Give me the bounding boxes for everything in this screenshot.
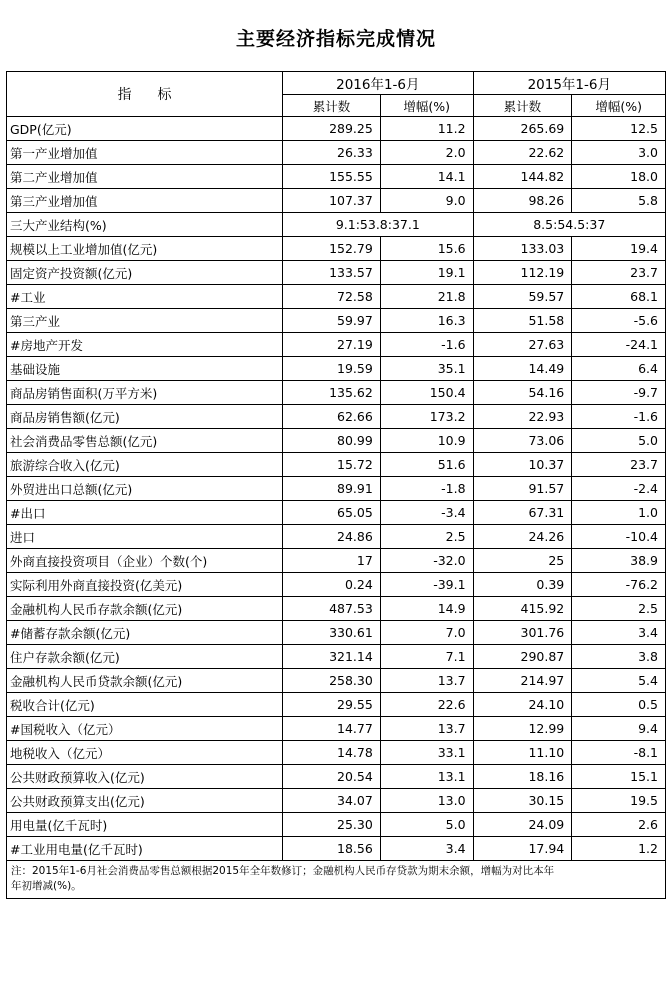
table-row: [7, 813, 666, 837]
table-row: [7, 717, 666, 741]
table-row: [7, 333, 666, 357]
row-value: 23.7: [572, 261, 666, 285]
table-row: [7, 669, 666, 693]
row-label: #国税收入（亿元）: [7, 717, 283, 741]
row-value: -8.1: [572, 741, 666, 765]
row-value: 321.14: [283, 645, 381, 669]
row-value: 0.24: [283, 573, 381, 597]
row-label: 商品房销售面积(万平方米): [7, 381, 283, 405]
row-value: -10.4: [572, 525, 666, 549]
row-value: 10.37: [473, 453, 572, 477]
row-value: 6.4: [572, 357, 666, 381]
table-row: [7, 693, 666, 717]
row-value: 59.97: [283, 309, 381, 333]
table-row: [7, 213, 666, 237]
table-note: [6, 861, 666, 899]
row-value: 25.30: [283, 813, 381, 837]
row-value: 107.37: [283, 189, 381, 213]
header-period-2016: 2016年1-6月: [283, 72, 473, 95]
row-value: 173.2: [380, 405, 473, 429]
table-row: [7, 309, 666, 333]
row-value: 20.54: [283, 765, 381, 789]
row-label: 进口: [7, 525, 283, 549]
row-value: 289.25: [283, 117, 381, 141]
row-label: 固定资产投资额(亿元): [7, 261, 283, 285]
table-row: [7, 453, 666, 477]
row-value: 12.5: [572, 117, 666, 141]
row-value-merged: 8.5:54.5:37: [473, 213, 665, 237]
row-value: 22.62: [473, 141, 572, 165]
row-value: 68.1: [572, 285, 666, 309]
table-row: [7, 501, 666, 525]
row-value: 15.72: [283, 453, 381, 477]
row-label: 公共财政预算收入(亿元): [7, 765, 283, 789]
row-value: 98.26: [473, 189, 572, 213]
row-value: 51.58: [473, 309, 572, 333]
row-value: 62.66: [283, 405, 381, 429]
table-row: [7, 789, 666, 813]
row-label: #工业: [7, 285, 283, 309]
row-value: 80.99: [283, 429, 381, 453]
table-row: [7, 429, 666, 453]
table-row: [7, 837, 666, 861]
row-value: 2.0: [380, 141, 473, 165]
row-value: 5.8: [572, 189, 666, 213]
row-value: 14.1: [380, 165, 473, 189]
row-value: 0.5: [572, 693, 666, 717]
row-value: 415.92: [473, 597, 572, 621]
row-value: 13.0: [380, 789, 473, 813]
row-value: 89.91: [283, 477, 381, 501]
economic-indicators-table: [6, 71, 666, 861]
row-value: 13.1: [380, 765, 473, 789]
table-row: [7, 525, 666, 549]
table-row: [7, 477, 666, 501]
header-2015-cumulative: 累计数: [473, 95, 572, 117]
row-label: 第一产业增加值: [7, 141, 283, 165]
row-value: 2.6: [572, 813, 666, 837]
row-value: 30.15: [473, 789, 572, 813]
row-value: 67.31: [473, 501, 572, 525]
row-value: 17.94: [473, 837, 572, 861]
row-value: 290.87: [473, 645, 572, 669]
row-value: 25: [473, 549, 572, 573]
row-value: 15.6: [380, 237, 473, 261]
row-value: 10.9: [380, 429, 473, 453]
row-value: 12.99: [473, 717, 572, 741]
row-value: 135.62: [283, 381, 381, 405]
table-row: [7, 621, 666, 645]
row-value: 13.7: [380, 717, 473, 741]
table-row: [7, 741, 666, 765]
row-label: 基础设施: [7, 357, 283, 381]
row-value: 34.07: [283, 789, 381, 813]
row-value: 9.0: [380, 189, 473, 213]
row-value: 18.56: [283, 837, 381, 861]
header-indicator: 指 标: [7, 72, 283, 117]
row-value: 51.6: [380, 453, 473, 477]
row-value: -76.2: [572, 573, 666, 597]
row-value: 1.2: [572, 837, 666, 861]
table-header: [7, 72, 666, 117]
row-value: 22.93: [473, 405, 572, 429]
header-2016-cumulative: 累计数: [283, 95, 381, 117]
row-label: 外贸进出口总额(亿元): [7, 477, 283, 501]
row-value: -1.6: [380, 333, 473, 357]
row-value: 7.0: [380, 621, 473, 645]
row-value: 65.05: [283, 501, 381, 525]
row-value: 11.2: [380, 117, 473, 141]
row-value: 330.61: [283, 621, 381, 645]
row-label: #出口: [7, 501, 283, 525]
table-row: [7, 357, 666, 381]
row-label: 地税收入（亿元）: [7, 741, 283, 765]
row-value: 1.0: [572, 501, 666, 525]
table-row: [7, 165, 666, 189]
row-label: #工业用电量(亿千瓦时): [7, 837, 283, 861]
row-label: GDP(亿元): [7, 117, 283, 141]
table-row: [7, 597, 666, 621]
row-value: 38.9: [572, 549, 666, 573]
row-value: 301.76: [473, 621, 572, 645]
row-label: 第二产业增加值: [7, 165, 283, 189]
row-label: 公共财政预算支出(亿元): [7, 789, 283, 813]
row-value: 5.0: [572, 429, 666, 453]
row-value: 18.0: [572, 165, 666, 189]
row-value-merged: 9.1:53.8:37.1: [283, 213, 473, 237]
row-value: -9.7: [572, 381, 666, 405]
row-value: 35.1: [380, 357, 473, 381]
row-value: 29.55: [283, 693, 381, 717]
row-value: -3.4: [380, 501, 473, 525]
row-value: 258.30: [283, 669, 381, 693]
table-row: [7, 381, 666, 405]
row-value: 14.49: [473, 357, 572, 381]
table-row: [7, 117, 666, 141]
table-row: [7, 405, 666, 429]
row-value: 144.82: [473, 165, 572, 189]
row-value: 22.6: [380, 693, 473, 717]
row-value: 214.97: [473, 669, 572, 693]
row-value: 17: [283, 549, 381, 573]
row-value: 15.1: [572, 765, 666, 789]
row-value: 133.03: [473, 237, 572, 261]
row-label: 三大产业结构(%): [7, 213, 283, 237]
row-value: 3.4: [380, 837, 473, 861]
row-value: 19.59: [283, 357, 381, 381]
row-value: 24.86: [283, 525, 381, 549]
row-label: 实际利用外商直接投资(亿美元): [7, 573, 283, 597]
row-value: 155.55: [283, 165, 381, 189]
row-value: 3.8: [572, 645, 666, 669]
row-value: 21.8: [380, 285, 473, 309]
row-value: 91.57: [473, 477, 572, 501]
row-label: 第三产业: [7, 309, 283, 333]
row-value: 54.16: [473, 381, 572, 405]
row-value: -32.0: [380, 549, 473, 573]
row-value: 152.79: [283, 237, 381, 261]
row-value: -1.6: [572, 405, 666, 429]
row-label: 第三产业增加值: [7, 189, 283, 213]
row-value: 27.63: [473, 333, 572, 357]
row-label: 社会消费品零售总额(亿元): [7, 429, 283, 453]
row-value: -1.8: [380, 477, 473, 501]
row-value: 3.0: [572, 141, 666, 165]
table-row: [7, 237, 666, 261]
row-value: 59.57: [473, 285, 572, 309]
row-value: 150.4: [380, 381, 473, 405]
row-value: 27.19: [283, 333, 381, 357]
row-value: 11.10: [473, 741, 572, 765]
note-line-2: 年初增减(%)。: [11, 880, 82, 893]
row-value: 133.57: [283, 261, 381, 285]
row-value: 24.10: [473, 693, 572, 717]
row-value: 16.3: [380, 309, 473, 333]
table-body: [7, 117, 666, 861]
row-label: 商品房销售额(亿元): [7, 405, 283, 429]
header-period-2015: 2015年1-6月: [473, 72, 665, 95]
row-value: 13.7: [380, 669, 473, 693]
row-value: 24.09: [473, 813, 572, 837]
row-value: 14.78: [283, 741, 381, 765]
row-label: 规模以上工业增加值(亿元): [7, 237, 283, 261]
row-value: 0.39: [473, 573, 572, 597]
header-2015-growth: 增幅(%): [572, 95, 666, 117]
table-row: [7, 285, 666, 309]
row-value: 5.4: [572, 669, 666, 693]
row-label: #房地产开发: [7, 333, 283, 357]
row-value: 487.53: [283, 597, 381, 621]
row-value: 18.16: [473, 765, 572, 789]
row-label: 金融机构人民币存款余额(亿元): [7, 597, 283, 621]
row-value: 14.77: [283, 717, 381, 741]
row-label: 税收合计(亿元): [7, 693, 283, 717]
row-value: -2.4: [572, 477, 666, 501]
header-row-1: [7, 72, 666, 95]
row-value: 2.5: [572, 597, 666, 621]
row-value: 2.5: [380, 525, 473, 549]
row-value: 24.26: [473, 525, 572, 549]
row-value: 19.1: [380, 261, 473, 285]
page-title: 主要经济指标完成情况: [235, 28, 436, 50]
row-value: 23.7: [572, 453, 666, 477]
table-row: [7, 765, 666, 789]
row-label: 用电量(亿千瓦时): [7, 813, 283, 837]
row-value: 26.33: [283, 141, 381, 165]
row-value: -39.1: [380, 573, 473, 597]
row-label: #储蓄存款余额(亿元): [7, 621, 283, 645]
row-value: 33.1: [380, 741, 473, 765]
table-row: [7, 549, 666, 573]
row-value: 265.69: [473, 117, 572, 141]
row-value: 14.9: [380, 597, 473, 621]
row-value: 3.4: [572, 621, 666, 645]
table-row: [7, 141, 666, 165]
row-label: 金融机构人民币贷款余额(亿元): [7, 669, 283, 693]
row-value: 73.06: [473, 429, 572, 453]
row-value: 9.4: [572, 717, 666, 741]
row-value: 72.58: [283, 285, 381, 309]
row-label: 外商直接投资项目（企业）个数(个): [7, 549, 283, 573]
table-row: [7, 645, 666, 669]
header-2016-growth: 增幅(%): [380, 95, 473, 117]
table-row: [7, 261, 666, 285]
table-row: [7, 573, 666, 597]
row-label: 住户存款余额(亿元): [7, 645, 283, 669]
row-value: 7.1: [380, 645, 473, 669]
row-value: 19.4: [572, 237, 666, 261]
row-value: -24.1: [572, 333, 666, 357]
table-row: [7, 189, 666, 213]
row-value: -5.6: [572, 309, 666, 333]
row-value: 5.0: [380, 813, 473, 837]
row-value: 19.5: [572, 789, 666, 813]
row-label: 旅游综合收入(亿元): [7, 453, 283, 477]
note-line-1: 注：2015年1-6月社会消费品零售总额根据2015年全年数修订；金融机构人民币存贷款为期末余额，增幅为对比本年: [11, 865, 555, 877]
row-value: 112.19: [473, 261, 572, 285]
